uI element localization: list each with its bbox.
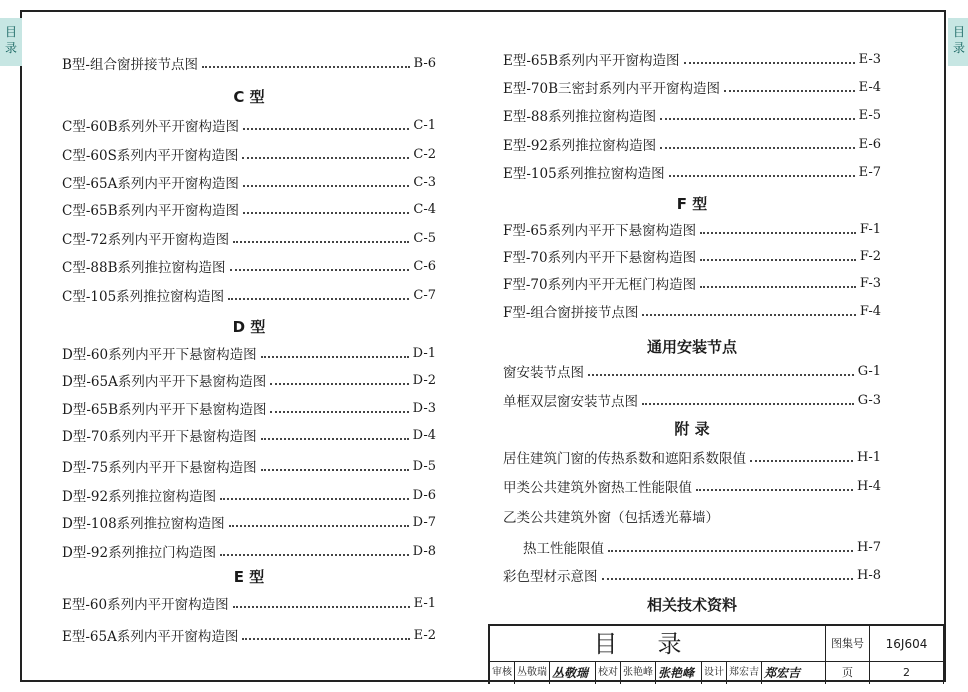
dot-leader xyxy=(684,60,855,64)
reviewer-signature: 丛敬瑞 xyxy=(550,662,596,684)
toc-entry-title: D型-92系列推拉窗构造图 xyxy=(62,489,217,505)
toc-entry-title: C型-72系列内平开窗构造图 xyxy=(62,232,230,248)
toc-entry-title: 乙类公共建筑外窗（包括透光幕墙） xyxy=(503,510,719,526)
title-block xyxy=(488,624,944,684)
dot-leader xyxy=(660,145,854,149)
toc-entry[interactable] xyxy=(62,342,436,364)
toc-entry[interactable] xyxy=(62,198,436,220)
toc-entry-page-code: G-3 xyxy=(857,392,881,408)
toc-entry-title: B型-组合窗拼接节点图 xyxy=(62,57,198,73)
toc-entry-title: 热工性能限值 xyxy=(523,541,604,557)
toc-entry-title: C型-60B系列外平开窗构造图 xyxy=(62,119,239,135)
toc-entry-page-code: E-4 xyxy=(858,79,881,95)
dot-leader xyxy=(696,487,853,491)
dot-leader xyxy=(243,210,409,214)
dot-leader xyxy=(233,604,410,608)
toc-entry-title: 彩色型材示意图 xyxy=(503,569,598,585)
toc-entry[interactable] xyxy=(503,218,881,240)
dot-leader xyxy=(270,381,408,385)
toc-entry-title: C型-65B系列内平开窗构造图 xyxy=(62,203,239,219)
toc-entry[interactable] xyxy=(62,455,436,477)
designer-signature: 郑宏吉 xyxy=(764,666,801,680)
dot-leader xyxy=(228,296,409,300)
toc-entry-page-code: C-4 xyxy=(413,201,436,217)
toc-entry-page-code: D-6 xyxy=(412,487,436,503)
toc-entry-title: F型-70系列内平开下悬窗构造图 xyxy=(503,250,697,266)
toc-entry-title: D型-75系列内平开下悬窗构造图 xyxy=(62,460,257,476)
checker-name: 张艳峰 xyxy=(621,662,656,684)
toc-entry-page-code: C-6 xyxy=(413,258,436,274)
toc-entry[interactable] xyxy=(62,397,436,419)
toc-entry[interactable] xyxy=(62,424,436,446)
toc-entry-title: E型-105系列推拉窗构造图 xyxy=(503,166,665,182)
side-tab-left: 目录 xyxy=(0,18,22,66)
toc-entry-title: 居住建筑门窗的传热系数和遮阳系数限值 xyxy=(503,451,746,467)
dot-leader xyxy=(660,116,854,120)
toc-entry[interactable] xyxy=(503,48,881,70)
dot-leader xyxy=(242,636,409,640)
toc-entry-page-code: B-6 xyxy=(413,55,436,71)
section-heading: 附 录 xyxy=(674,420,710,438)
section-heading: F 型 xyxy=(676,195,708,213)
dot-leader xyxy=(261,436,409,440)
dot-leader xyxy=(669,173,855,177)
toc-entry-page-code: H-8 xyxy=(856,567,881,583)
toc-entry-title: D型-65B系列内平开下悬窗构造图 xyxy=(62,402,267,418)
toc-entry-title: 单框双层窗安装节点图 xyxy=(503,394,638,410)
toc-entry-title: D型-108系列推拉窗构造图 xyxy=(62,516,225,532)
toc-entry-page-code: E-6 xyxy=(858,136,881,152)
toc-entry[interactable] xyxy=(503,272,881,294)
dot-leader xyxy=(261,354,409,358)
toc-entry-page-code: H-1 xyxy=(856,449,881,465)
designer-name: 郑宏吉 xyxy=(727,662,762,684)
check-label: 校对 xyxy=(596,662,621,684)
toc-entry-page-code: H-4 xyxy=(856,478,881,494)
dot-leader xyxy=(724,88,855,92)
toc-entry-title: E型-60系列内平开窗构造图 xyxy=(62,597,229,613)
dot-leader xyxy=(220,496,409,500)
review-label: 审核 xyxy=(490,662,515,684)
toc-entry[interactable] xyxy=(62,369,436,391)
toc-entry-page-code: F-1 xyxy=(859,221,881,237)
toc-entry xyxy=(503,505,881,527)
dot-leader xyxy=(230,267,410,271)
dot-leader xyxy=(700,230,856,234)
toc-entry-page-code: D-7 xyxy=(412,514,436,530)
toc-entry[interactable] xyxy=(62,484,436,506)
toc-entry-title: D型-65A系列内平开下悬窗构造图 xyxy=(62,374,267,390)
toc-entry-page-code: E-7 xyxy=(858,164,881,180)
toc-entry[interactable] xyxy=(62,511,436,533)
page-label: 页 xyxy=(826,662,870,684)
toc-entry-page-code: G-1 xyxy=(857,363,881,379)
toc-entry[interactable] xyxy=(503,389,881,411)
toc-entry-title: F型-组合窗拼接节点图 xyxy=(503,305,639,321)
toc-entry-title: F型-65系列内平开下悬窗构造图 xyxy=(503,223,697,239)
toc-entry-title: D型-70系列内平开下悬窗构造图 xyxy=(62,429,257,445)
toc-entry[interactable] xyxy=(503,161,881,183)
toc-entry-title: E型-92系列推拉窗构造图 xyxy=(503,138,657,154)
toc-entry[interactable] xyxy=(62,255,436,277)
toc-entry[interactable] xyxy=(503,475,881,497)
design-label: 设计 xyxy=(702,662,727,684)
section-heading: 相关技术资料 xyxy=(646,596,737,614)
toc-entry[interactable] xyxy=(503,564,881,586)
toc-entry[interactable] xyxy=(62,143,436,165)
toc-entry[interactable] xyxy=(62,284,436,306)
dot-leader xyxy=(750,458,853,462)
section-heading: 通用安装节点 xyxy=(646,338,737,356)
dot-leader xyxy=(700,284,856,288)
dot-leader xyxy=(242,155,409,159)
dot-leader xyxy=(642,312,855,316)
toc-entry[interactable] xyxy=(503,104,881,126)
dot-leader xyxy=(700,257,856,261)
toc-entry-page-code: C-5 xyxy=(413,230,436,246)
toc-entry-page-code: F-3 xyxy=(859,275,881,291)
toc-entry-page-code: C-7 xyxy=(413,287,436,303)
toc-entry[interactable] xyxy=(62,540,436,562)
atlas-label: 图集号 xyxy=(826,626,870,662)
toc-entry[interactable] xyxy=(503,245,881,267)
toc-entry-title: 甲类公共建筑外窗热工性能限值 xyxy=(503,480,692,496)
title-block-title: 目录 xyxy=(490,626,826,662)
toc-entry-page-code: H-7 xyxy=(856,539,881,555)
toc-entry-page-code: D-2 xyxy=(412,372,436,388)
toc-entry-page-code: E-1 xyxy=(413,595,436,611)
toc-entry-page-code: E-3 xyxy=(858,51,881,67)
toc-entry-title: E型-65A系列内平开窗构造图 xyxy=(62,629,239,645)
toc-entry-page-code: C-2 xyxy=(413,146,436,162)
toc-entry[interactable] xyxy=(62,114,436,136)
toc-entry[interactable] xyxy=(503,133,881,155)
toc-entry[interactable] xyxy=(503,536,881,558)
toc-entry[interactable] xyxy=(503,76,881,98)
toc-entry-title: 窗安装节点图 xyxy=(503,365,584,381)
toc-entry-title: F型-70系列内平开无框门构造图 xyxy=(503,277,697,293)
signature-row xyxy=(490,662,826,684)
dot-leader xyxy=(642,401,854,405)
dot-leader xyxy=(243,126,409,130)
toc-entry[interactable] xyxy=(503,446,881,468)
dot-leader xyxy=(202,64,410,68)
toc-entry[interactable] xyxy=(62,227,436,249)
toc-entry-title: C型-105系列推拉窗构造图 xyxy=(62,289,225,305)
toc-entry-page-code: D-5 xyxy=(412,458,436,474)
dot-leader xyxy=(220,552,409,556)
toc-entry-page-code: F-4 xyxy=(859,303,881,319)
dot-leader xyxy=(602,576,853,580)
toc-entry[interactable] xyxy=(503,300,881,322)
atlas-number: 16J604 xyxy=(870,626,944,662)
toc-entry-page-code: D-4 xyxy=(412,427,436,443)
toc-entry-page-code: F-2 xyxy=(859,248,881,264)
toc-entry-page-code: D-3 xyxy=(412,400,436,416)
toc-entry-title: D型-60系列内平开下悬窗构造图 xyxy=(62,347,257,363)
side-tab-right: 目录 xyxy=(948,18,968,66)
toc-entry-title: E型-70B三密封系列内平开窗构造图 xyxy=(503,81,721,97)
toc-entry[interactable] xyxy=(62,171,436,193)
dot-leader xyxy=(608,548,853,552)
section-heading: E 型 xyxy=(233,568,265,586)
checker-signature: 张艳峰 xyxy=(656,662,702,684)
toc-entry-title: C型-88B系列推拉窗构造图 xyxy=(62,260,226,276)
toc-entry[interactable] xyxy=(503,360,881,382)
dot-leader xyxy=(229,523,409,527)
toc-entry-page-code: E-2 xyxy=(413,627,436,643)
dot-leader xyxy=(588,372,854,376)
toc-entry-title: D型-92系列推拉门构造图 xyxy=(62,545,217,561)
toc-entry[interactable] xyxy=(62,592,436,614)
toc-entry-page-code: D-8 xyxy=(412,543,436,559)
toc-entry-title: C型-60S系列内平开窗构造图 xyxy=(62,148,239,164)
toc-entry-page-code: C-3 xyxy=(413,174,436,190)
page-number: 2 xyxy=(870,662,944,684)
toc-entry-title: E型-65B系列内平开窗构造图 xyxy=(503,53,680,69)
section-heading: D 型 xyxy=(232,318,266,336)
toc-entry-page-code: D-1 xyxy=(412,345,436,361)
dot-leader xyxy=(270,409,408,413)
toc-entry-title: E型-88系列推拉窗构造图 xyxy=(503,109,657,125)
dot-leader xyxy=(243,183,410,187)
toc-entry-page-code: C-1 xyxy=(413,117,436,133)
dot-leader xyxy=(261,467,409,471)
toc-entry-page-code: E-5 xyxy=(858,107,881,123)
dot-leader xyxy=(233,239,409,243)
toc-entry[interactable] xyxy=(62,52,436,74)
reviewer-name: 丛敬瑞 xyxy=(515,662,550,684)
toc-entry-title: C型-65A系列内平开窗构造图 xyxy=(62,176,239,192)
toc-entry[interactable] xyxy=(62,624,436,646)
section-heading: C 型 xyxy=(233,88,265,106)
